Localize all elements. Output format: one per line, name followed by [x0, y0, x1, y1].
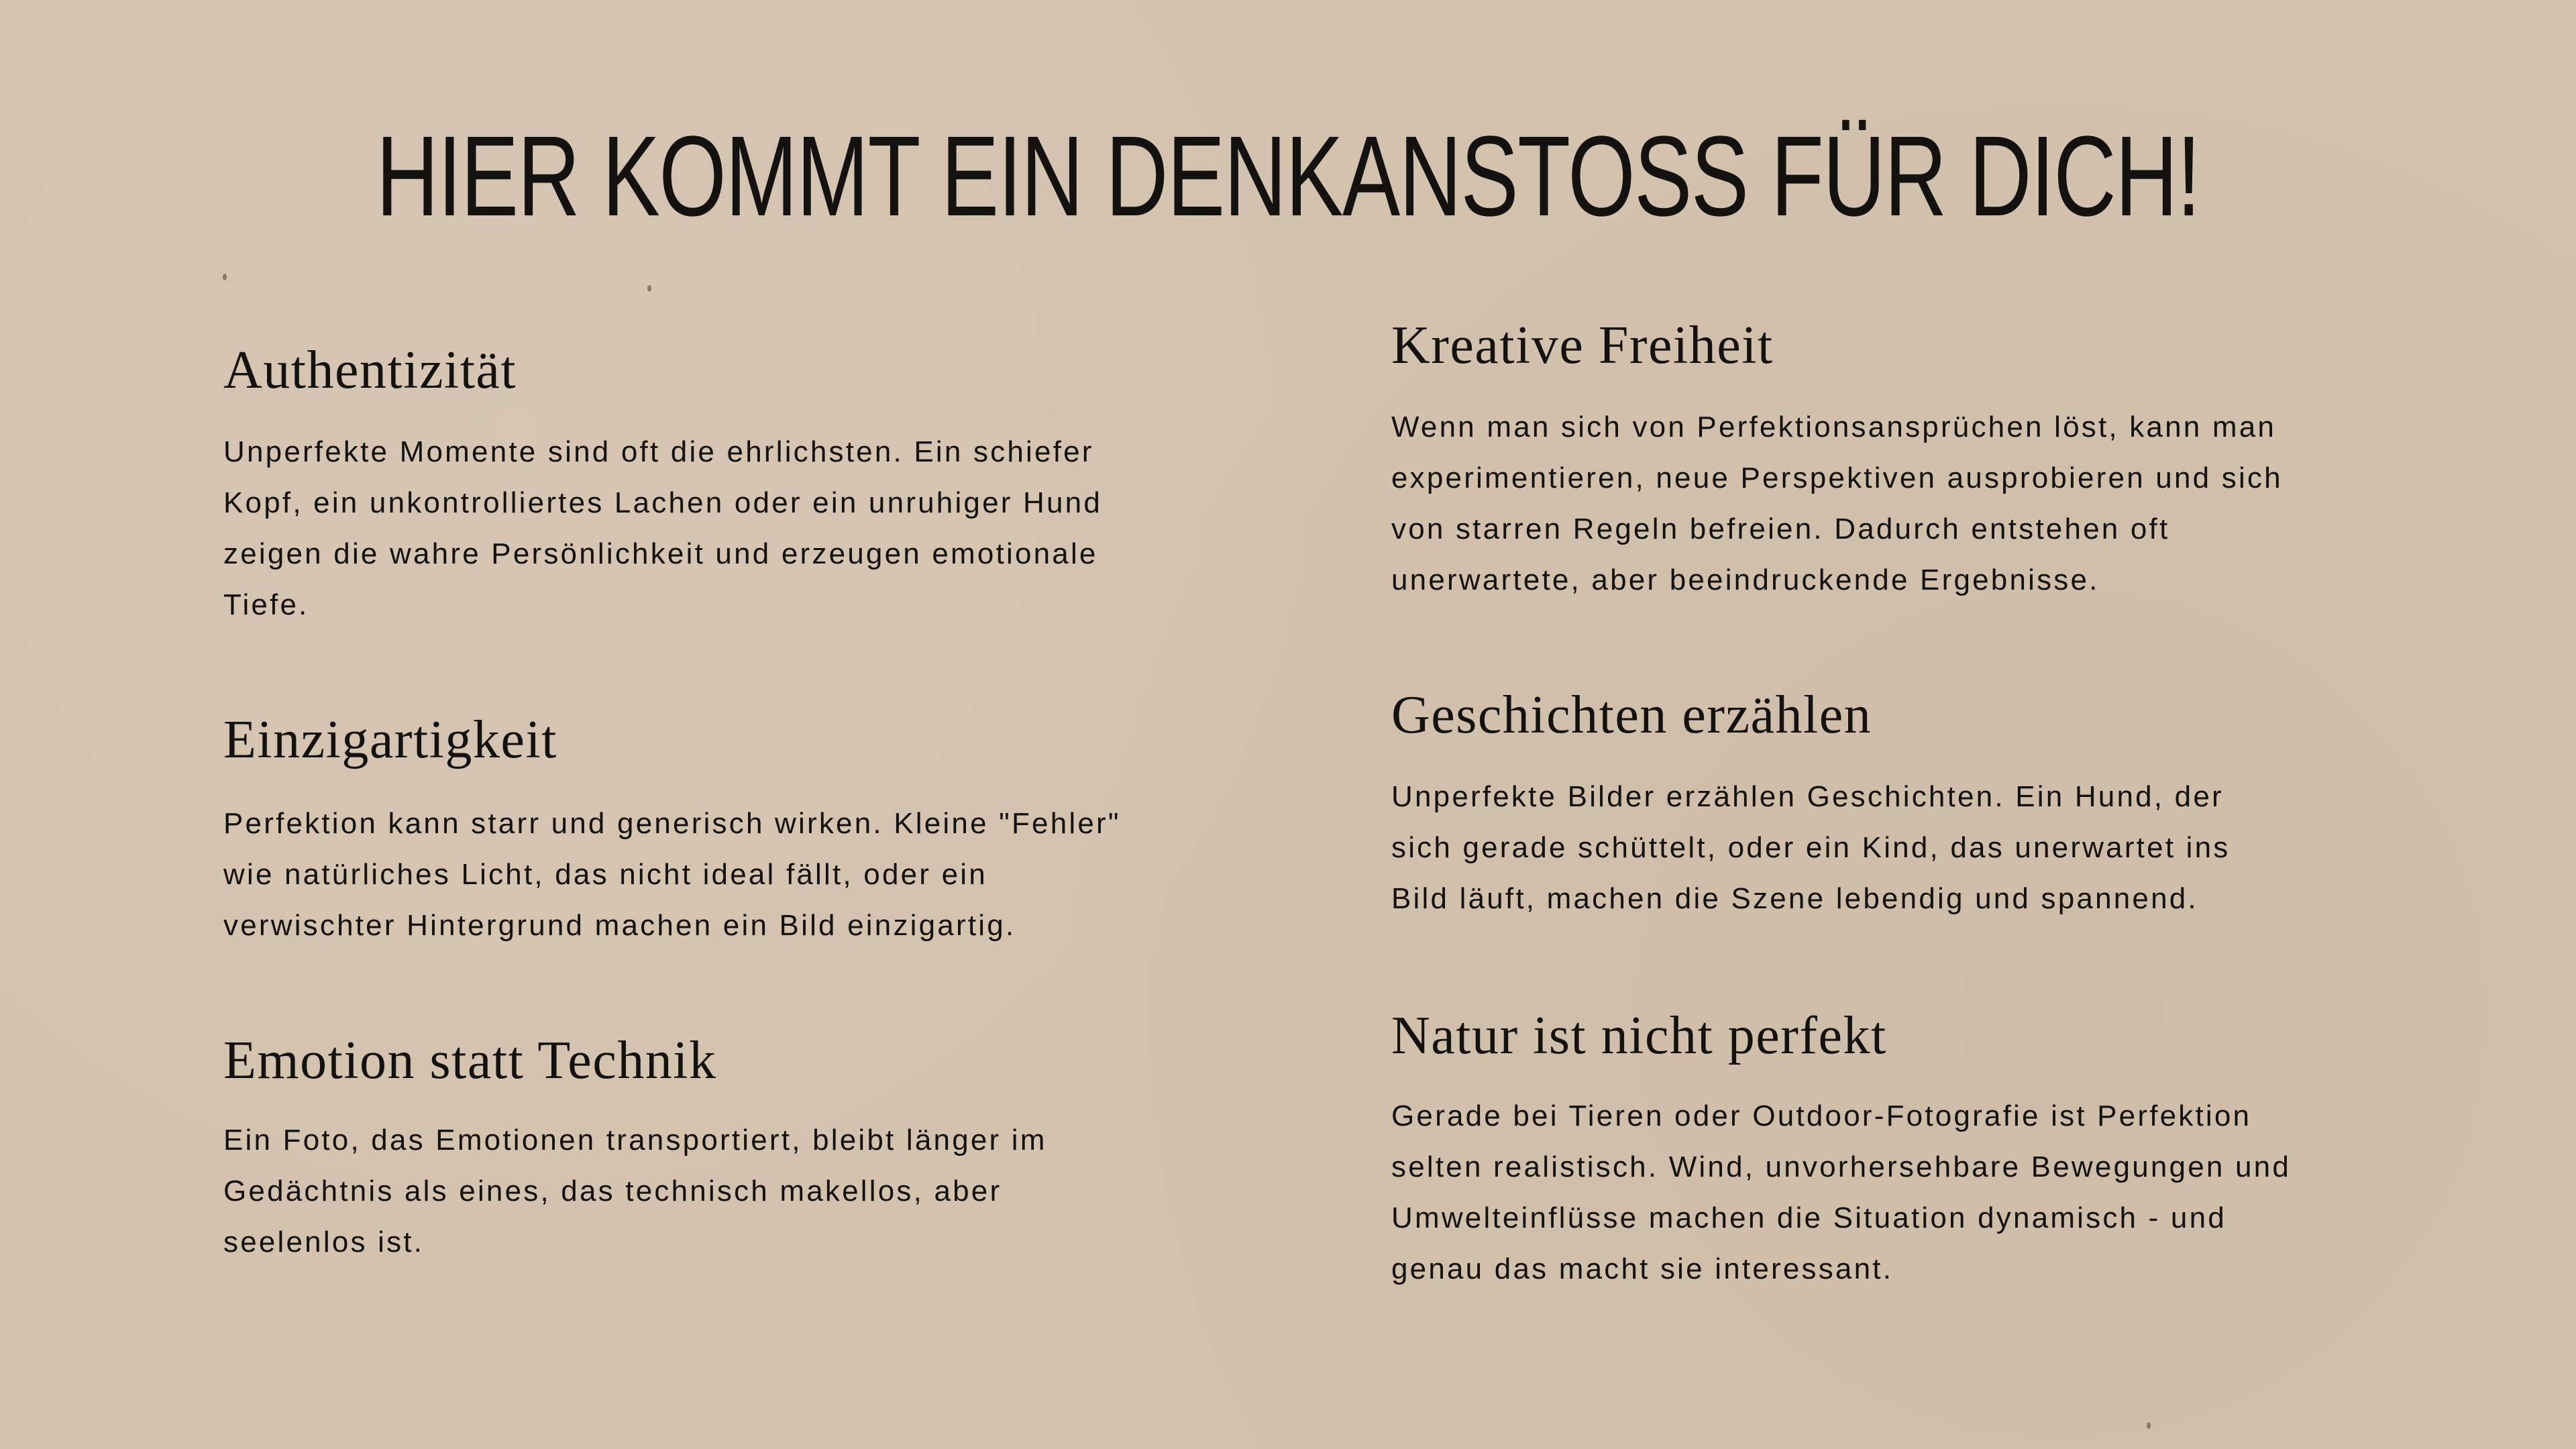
- section-text: [223, 427, 1102, 631]
- section-heading: Einzigartigkeit: [223, 710, 557, 769]
- text-line: Gedächtnis als eines, das technisch makellos, aber: [223, 1175, 1002, 1208]
- text-line: Umwelteinflüsse machen die Situation dynamisch - und: [1391, 1201, 2226, 1234]
- text-line: Tiefe.: [223, 588, 309, 621]
- text-line: Ein Foto, das Emotionen transportiert, bleibt länger im: [223, 1124, 1047, 1157]
- text-line: wie natürliches Licht, das nicht ideal fällt, oder ein: [223, 858, 987, 891]
- text-line: seelenlos ist.: [223, 1226, 425, 1258]
- section-text: [1391, 402, 2283, 606]
- text-line: selten realistisch. Wind, unvorhersehbare Bewegungen und: [1391, 1150, 2292, 1183]
- text-line: von starren Regeln befreien. Dadurch entstehen oft: [1391, 513, 2170, 545]
- text-line: Bild läuft, machen die Szene lebendig und spannend.: [1391, 882, 2198, 915]
- section-text: [1391, 771, 2230, 924]
- section-text: [223, 1115, 1047, 1268]
- section-heading: Emotion statt Technik: [223, 1031, 717, 1090]
- text-line: sich gerade schüttelt, oder ein Kind, das unerwartet ins: [1391, 831, 2231, 864]
- text-line: experimentieren, neue Perspektiven ausprobieren und sich: [1391, 462, 2283, 494]
- text-line: genau das macht sie interessant.: [1391, 1252, 1894, 1285]
- text-line: zeigen die wahre Persönlichkeit und erzeugen emotionale: [223, 537, 1098, 570]
- text-line: Kopf, ein unkontrolliertes Lachen oder ein unruhiger Hund: [223, 486, 1103, 519]
- text-line: Unperfekte Momente sind oft die ehrlichsten. Ein schiefer: [223, 435, 1094, 468]
- section-text: [1391, 1091, 2291, 1295]
- text-line: Gerade bei Tieren oder Outdoor-Fotografie ist Perfektion: [1391, 1099, 2252, 1132]
- section-heading: Kreative Freiheit: [1391, 316, 1774, 375]
- section-text: [223, 798, 1121, 951]
- text-line: Unperfekte Bilder erzählen Geschichten. Ein Hund, der: [1391, 780, 2224, 813]
- text-line: Perfektion kann starr und generisch wirken. Kleine "Fehler": [223, 807, 1121, 840]
- section-heading: Natur ist nicht perfekt: [1391, 1006, 1887, 1065]
- text-line: Wenn man sich von Perfektionsansprüchen löst, kann man: [1391, 411, 2277, 443]
- paper-speck: [647, 285, 651, 292]
- paper-speck: [2147, 1422, 2151, 1429]
- text-line: unerwartete, aber beeindruckende Ergebnisse.: [1391, 564, 2100, 596]
- page-title: HIER KOMMT EIN DENKANSTOSS FÜR DICH!: [376, 113, 2200, 240]
- paper-speck: [223, 274, 227, 280]
- section-heading: Geschichten erzählen: [1391, 686, 1872, 745]
- text-line: verwischter Hintergrund machen ein Bild einzigartig.: [223, 909, 1016, 942]
- section-heading: Authentizität: [223, 341, 517, 400]
